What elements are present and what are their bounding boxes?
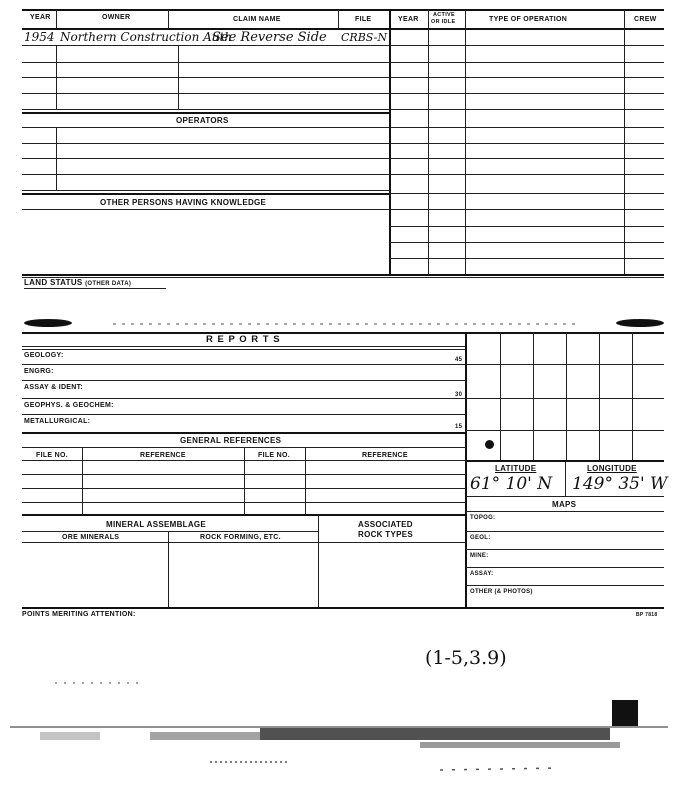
scan-noise-bottom	[0, 670, 678, 780]
points-meriting-attention: POINTS MERITING ATTENTION:	[22, 611, 136, 618]
header-active: ACTIVE	[433, 12, 455, 18]
rock-forming-label: ROCK FORMING, ETC.	[200, 534, 281, 541]
header-or-idle: OR IDLE	[431, 19, 456, 25]
header-claim-name: CLAIM NAME	[233, 16, 281, 23]
metallurgical-label: METALLURGICAL:	[24, 418, 91, 425]
header-crew: CREW	[634, 16, 657, 23]
header-year: YEAR	[30, 14, 51, 21]
longitude-value: 149° 35' W	[572, 474, 668, 494]
header-owner: OWNER	[102, 14, 131, 21]
land-status-sub: (OTHER DATA)	[85, 281, 132, 287]
ref-file-no-2: FILE NO.	[258, 452, 290, 459]
rock-types-label: ROCK TYPES	[358, 530, 414, 539]
maps-assay: ASSAY:	[470, 571, 494, 577]
operators-title: OPERATORS	[176, 116, 229, 125]
land-status-text: LAND STATUS	[24, 278, 83, 287]
entry-owner: Northern Construction Auth	[60, 30, 233, 44]
scale-45: 45	[455, 357, 463, 363]
geophys-label: GEOPHYS. & GEOCHEM:	[24, 402, 114, 409]
maps-mine: MINE:	[470, 553, 489, 559]
scale-30: 30	[455, 392, 463, 398]
latitude-value: 61° 10' N	[470, 474, 553, 494]
reports-title: R E P O R T S	[206, 334, 281, 345]
maps-title: MAPS	[552, 500, 577, 509]
maps-other: OTHER (& PHOTOS)	[470, 589, 533, 595]
longitude-label: LONGITUDE	[587, 464, 637, 473]
assay-label: ASSAY & IDENT:	[24, 384, 84, 391]
entry-year: 1954	[24, 30, 55, 44]
other-persons-title: OTHER PERSONS HAVING KNOWLEDGE	[100, 198, 267, 207]
entry-claim-name: See Reverse Side	[212, 30, 327, 45]
scan-smudge-top	[18, 315, 668, 331]
ref-file-no-1: FILE NO.	[36, 452, 68, 459]
handwritten-annotation: (1-5,3.9)	[425, 647, 507, 669]
engrg-label: ENGRG:	[24, 368, 54, 375]
header-type-of-operation: TYPE OF OPERATION	[489, 16, 568, 23]
geology-label: GEOLOGY:	[24, 352, 64, 359]
land-status-label	[24, 278, 131, 287]
form-number: BP 7818	[636, 612, 658, 618]
scale-15: 15	[455, 424, 463, 430]
associated-label: ASSOCIATED	[358, 520, 413, 529]
entry-file: CRBS-N	[341, 31, 388, 44]
header-year-2: YEAR	[398, 16, 419, 23]
maps-topog: TOPOG:	[470, 515, 496, 521]
latitude-label: LATITUDE	[495, 464, 537, 473]
ore-minerals-label: ORE MINERALS	[62, 534, 120, 541]
general-references-title: GENERAL REFERENCES	[180, 436, 282, 445]
header-file: FILE	[355, 16, 372, 23]
mineral-assemblage-title: MINERAL ASSEMBLAGE	[106, 520, 207, 529]
location-dot	[485, 440, 494, 449]
ref-reference-2: REFERENCE	[362, 452, 408, 459]
maps-geol: GEOL:	[470, 535, 491, 541]
ref-reference-1: REFERENCE	[140, 452, 186, 459]
